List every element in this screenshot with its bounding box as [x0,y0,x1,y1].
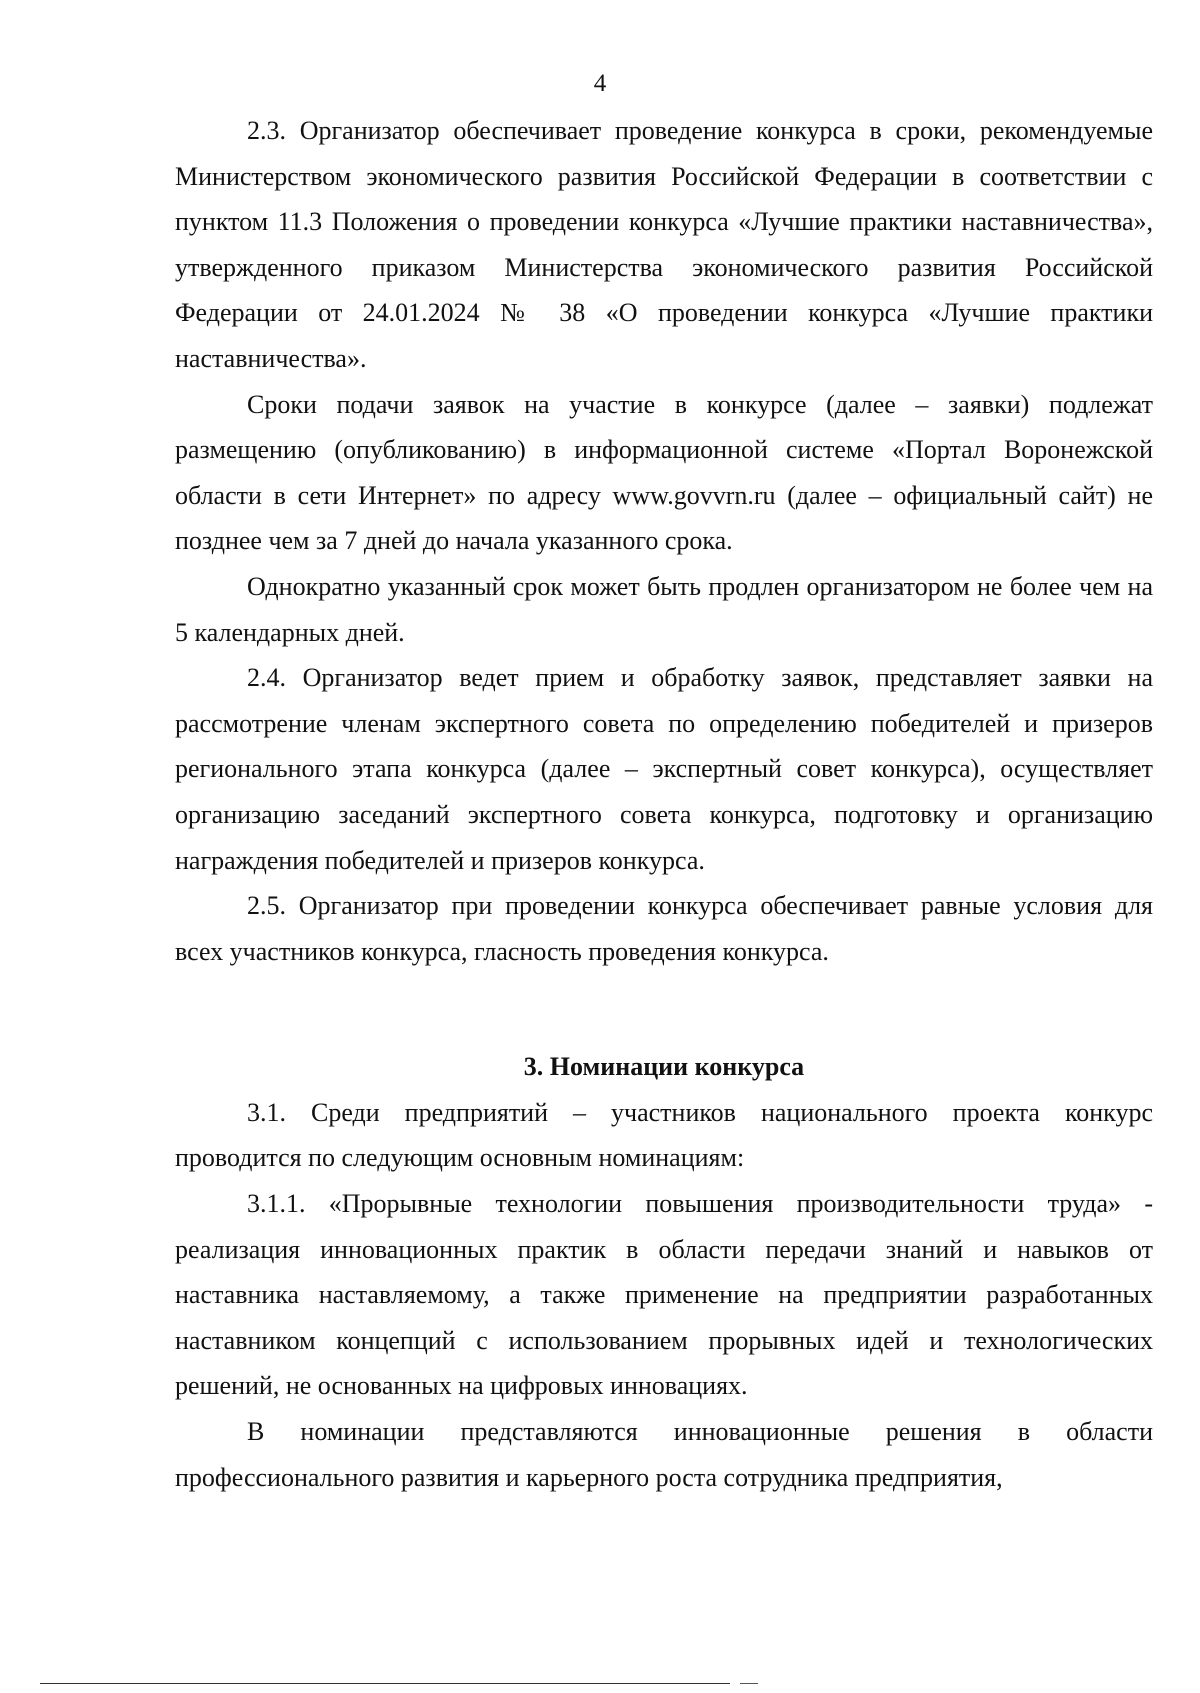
paragraph-3-1: 3.1. Среди предприятий – участников национального проекта конкурс проводится по следующим основным номинациям: [175,1097,1153,1173]
section-spacer [175,974,1153,1008]
paragraph-2-5: 2.5. Организатор при проведении конкурса обеспечивает равные условия для всех участников конкурса, гласность проведения конкурса. [175,891,1153,966]
bottom-scan-line-fragment [740,1683,758,1684]
bottom-scan-line [40,1683,730,1684]
document-body [175,108,1153,1500]
page-number: 4 [593,70,607,97]
paragraph-nomination-description: В номинации представляются инновационные решения в области профессионального развития и карьерного роста сотрудника предприятия, [175,1417,1153,1492]
paragraph-2-3: 2.3. Организатор обеспечивает проведение конкурса в сроки, рекомендуемые Министерством экономического развития Российской Федерации в соответствии с пунктом 11.3 Положения о проведении конкурса «Лучшие практики наставничества», утвержденного приказом Министерства экономического развития Российской Федерации от 24.01.2024 № 38 «О проведении конкурса «Лучшие практики наставничества». [175,116,1153,373]
paragraph-application-deadlines: Сроки подачи заявок на участие в конкурсе (далее – заявки) подлежат размещению (опубликованию) в информационной системе «Портал Воронежской области в сети Интернет» по адресу www.govvrn.ru (далее – официальный сайт) не позднее чем за 7 дней до начала указанного срока. [175,389,1153,556]
paragraph-deadline-extension: Однократно указанный срок может быть продлен организатором не более чем на 5 календарных дней. [175,571,1153,647]
section-3-heading: 3. Номинации конкурса [523,1052,805,1082]
paragraph-2-4: 2.4. Организатор ведет прием и обработку заявок, представляет заявки на рассмотрение членам экспертного совета по определению победителей и призеров регионального этапа конкурса (далее – экспертный совет конкурса), осуществляет организацию заседаний экспертного совета конкурса, подготовку и организацию награждения победителей и призеров конкурса. [175,663,1153,875]
paragraph-3-1-1: 3.1.1. «Прорывные технологии повышения производительности труда» - реализация инновационных практик в области передачи знаний и навыков от наставника наставляемому, а также применение на предприятии разработанных наставником концепций с использованием прорывных идей и технологических решений, не основанных на цифровых инновациях. [175,1189,1153,1401]
